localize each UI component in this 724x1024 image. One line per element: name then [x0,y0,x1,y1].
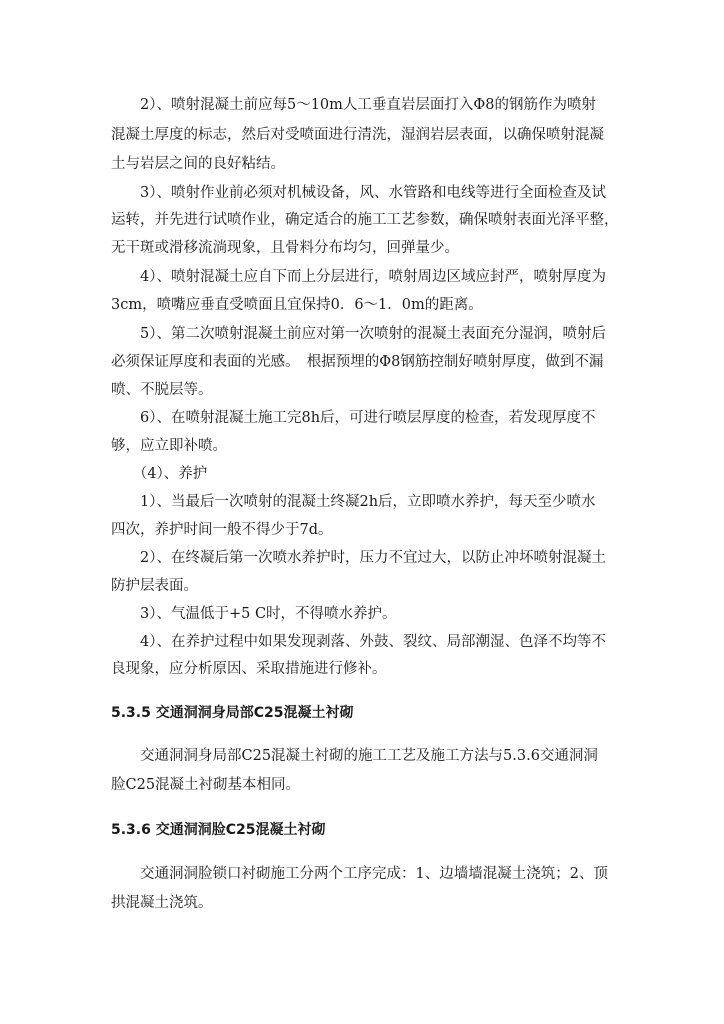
text-line: 3）、气温低于+5 C时，不得喷水养护。 [111,606,397,622]
text-line: 1）、当最后一次喷射的混凝土终凝2h后，立即喷水养护，每天至少喷水 [111,494,596,510]
text-line: 土与岩层之间的良好粘结。 [111,156,285,172]
subsection-title: （4）、养护 [111,466,208,482]
text-line: 交通洞洞脸锁口衬砌施工分两个工序完成：1、边墙墙混凝土浇筑；2、顶 [111,866,608,882]
text-line: 喷、不脱层等。 [111,382,213,398]
text-line: 无干斑或滑移流淌现象，且骨料分布均匀，回弹量少。 [111,240,459,256]
text-line: 4）、在养护过程中如果发现剥落、外鼓、裂纹、局部潮湿、色泽不均等不 [111,634,606,650]
text-line: 拱混凝土浇筑。 [111,895,213,911]
text-line: 5）、第二次喷射混凝土前应对第一次喷射的混凝土表面充分湿润，喷射后 [111,326,606,342]
text-line: 2）、喷射混凝土前应每5～10m人工垂直岩层面打入Φ8的钢筋作为喷射 [111,97,597,113]
text-line: 防护层表面。 [111,578,198,594]
text-line: 3）、喷射作业前必须对机械设备，风、水管路和电线等进行全面检查及试 [111,185,606,201]
section-heading: 5.3.5 交通洞洞身局部C25混凝土衬砌 [111,705,354,721]
text-line: 良现象，应分析原因、采取措施进行修补。 [111,661,387,677]
text-line: 必须保证厚度和表面的光感。 根据预埋的Φ8钢筋控制好喷射厚度，做到不漏 [111,354,604,370]
text-line: 3cm，喷嘴应垂直受喷面且宜保持0．6～1．0m的距离。 [111,297,483,313]
text-line: 6）、在喷射混凝土施工完8h后，可进行喷层厚度的检查，若发现厚度不 [111,410,596,426]
text-line: 运转，并先进行试喷作业，确定适合的施工工艺参数，确保喷射表面光泽平整， [111,212,619,228]
text-line: 4）、喷射混凝土应自下而上分层进行，喷射周边区域应封严，喷射厚度为 [111,269,606,285]
text-line: 2）、在终凝后第一次喷水养护时，压力不宜过大，以防止冲坏喷射混凝土 [111,550,606,566]
text-line: 脸C25混凝土衬砌基本相同。 [111,777,301,793]
text-line: 混凝土厚度的标志，然后对受喷面进行清洗，湿润岩层表面，以确保喷射混凝 [111,127,604,143]
text-line: 交通洞洞身局部C25混凝土衬砌的施工工艺及施工方法与5.3.6交通洞洞 [111,748,598,764]
text-line: 四次，养护时间一般不得少于7d。 [111,522,333,538]
text-line: 够，应立即补喷。 [111,438,227,454]
section-heading: 5.3.6 交通洞洞脸C25混凝土衬砌 [111,822,326,838]
